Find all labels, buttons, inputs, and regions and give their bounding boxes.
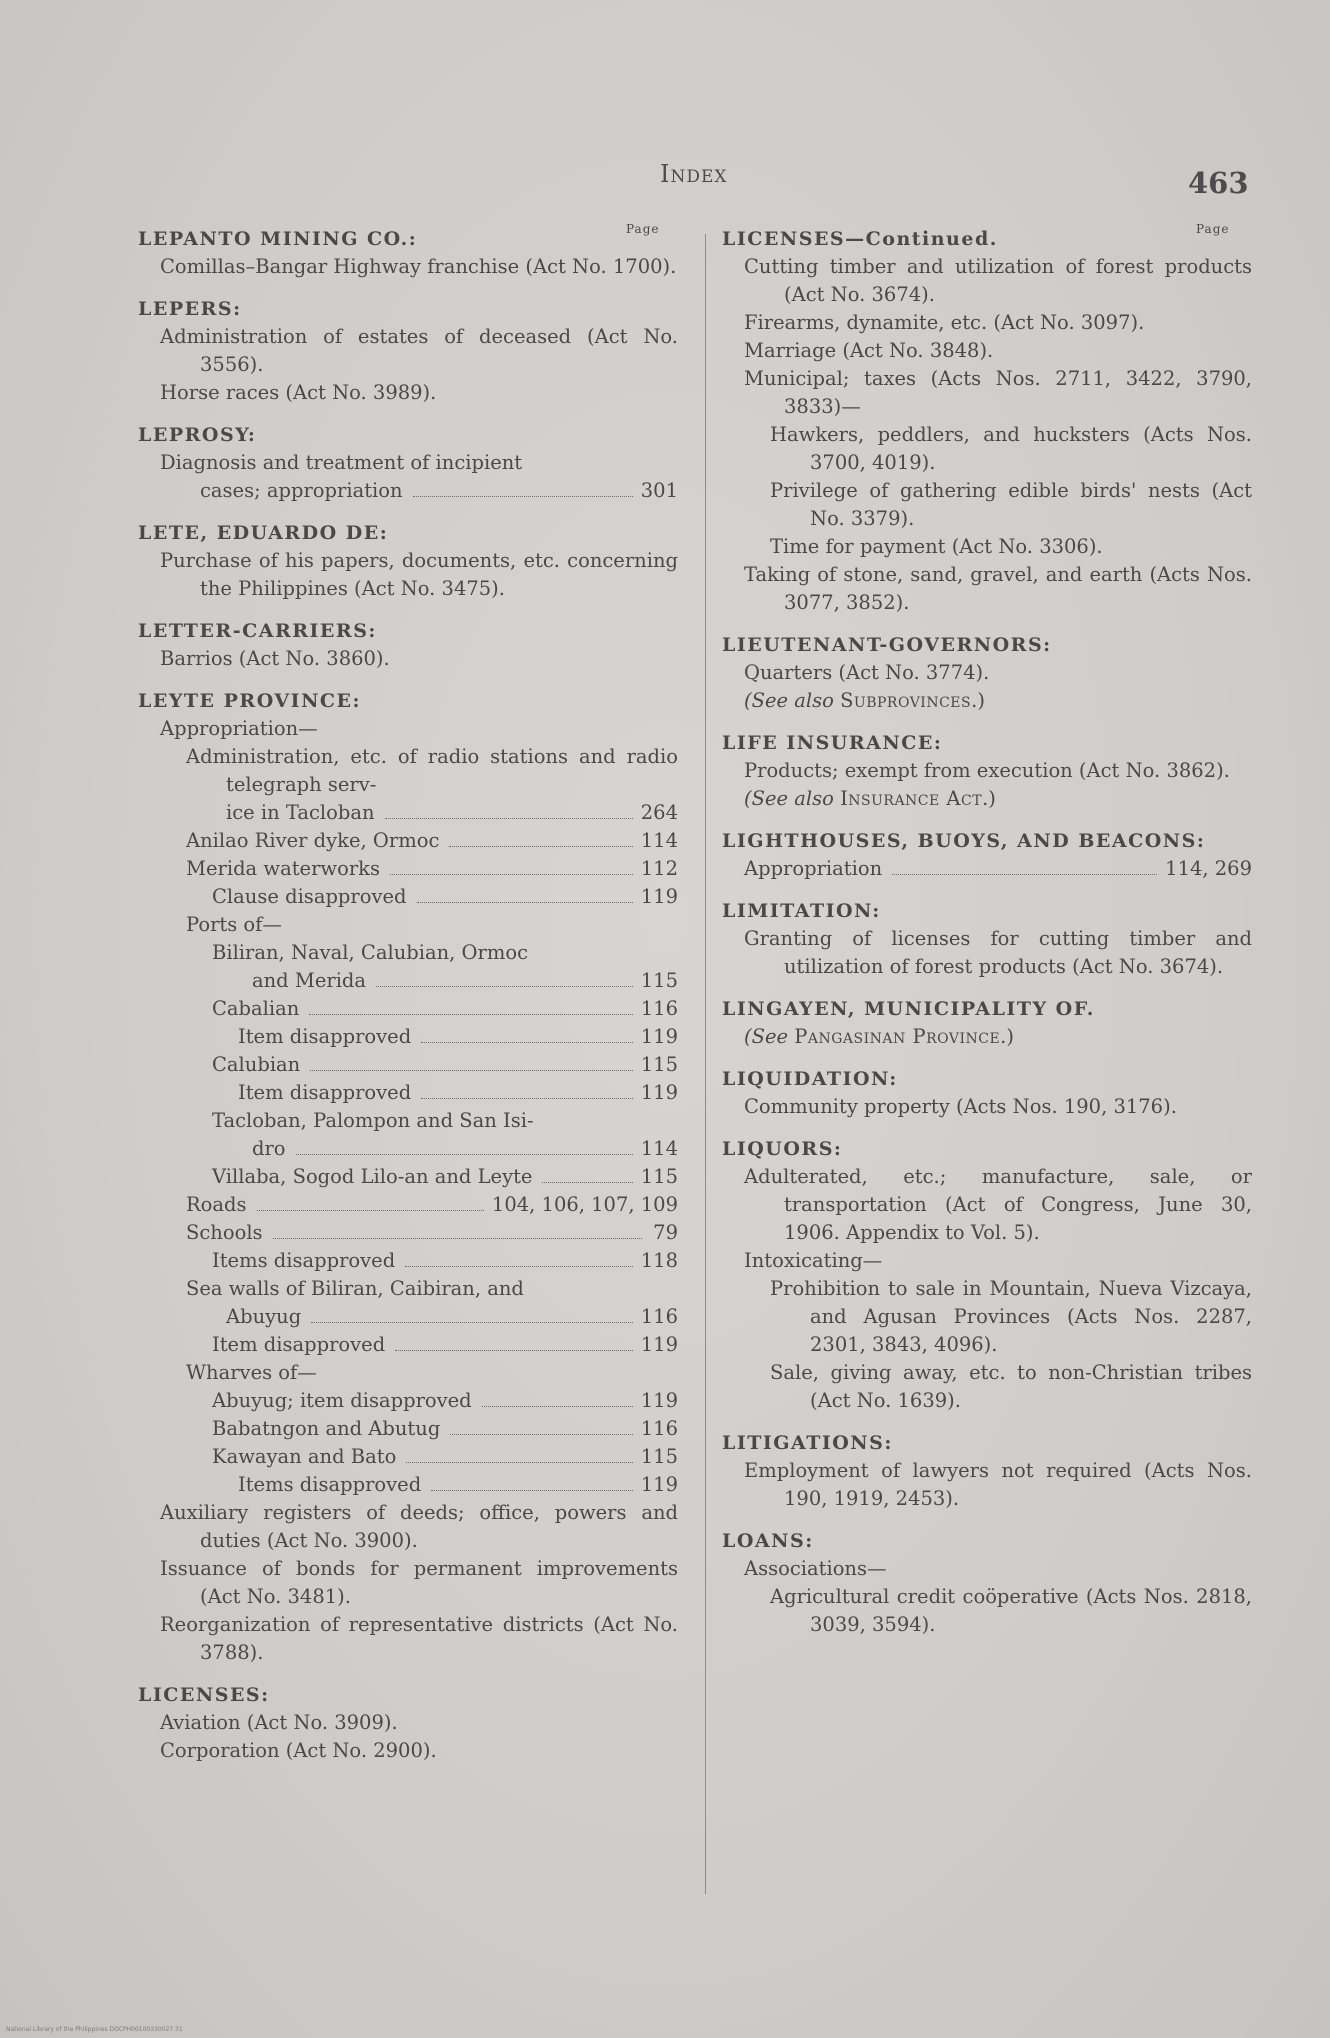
- page-reference: 119: [640, 1081, 678, 1104]
- subentry-label: Babatngon and Abutug: [212, 1417, 441, 1440]
- see-also-reference: [722, 1023, 1252, 1051]
- page-reference: 115: [640, 969, 678, 992]
- index-subentry: Administration of estates of deceased (Act No. 3556).: [160, 325, 678, 376]
- see-also-target: Subprovinces: [840, 689, 972, 712]
- dot-leader: [450, 1434, 632, 1435]
- index-entry: [722, 1136, 1252, 1415]
- index-entry: [722, 898, 1252, 981]
- index-subentry: [138, 1303, 678, 1331]
- entry-heading: LIGHTHOUSES, BUOYS, AND BEACONS:: [722, 830, 1206, 852]
- dot-leader: [273, 1238, 642, 1239]
- dot-leader: [395, 1350, 633, 1351]
- index-subentry: Hawkers, peddlers, and hucksters (Acts Nos. 3700, 4019).: [770, 423, 1252, 474]
- index-subentry: Associations—: [744, 1557, 887, 1580]
- page-reference: 119: [640, 1473, 678, 1496]
- see-also-suffix: .): [982, 787, 996, 810]
- dot-leader: [449, 846, 632, 847]
- entry-heading: LIEUTENANT-GOVERNORS:: [722, 634, 1052, 656]
- index-entry: [722, 226, 1252, 617]
- dot-leader: [405, 1266, 633, 1267]
- index-subentry: [138, 1079, 678, 1107]
- index-subentry: [138, 855, 678, 883]
- index-subentry: Agricultural credit coöperative (Acts Nos. 2818, 3039, 3594).: [770, 1585, 1252, 1636]
- dot-leader: [431, 1490, 633, 1491]
- index-entry: [722, 828, 1252, 883]
- entry-heading: LIQUIDATION:: [722, 1068, 898, 1090]
- column-divider: [705, 234, 706, 1894]
- entry-heading: LICENSES—Continued.: [722, 228, 998, 250]
- index-entry: [138, 520, 678, 603]
- page-number: 463: [1188, 166, 1249, 200]
- page-reference: 119: [640, 1389, 678, 1412]
- index-subentry: Appropriation—: [160, 717, 318, 740]
- see-also-prefix: (See also: [744, 689, 841, 712]
- right-column: [722, 222, 1252, 1654]
- index-entry: [722, 1430, 1252, 1513]
- page-reference: 104, 106, 107, 109: [491, 1193, 678, 1216]
- index-subentry: Barrios (Act No. 3860).: [160, 647, 390, 670]
- page-reference: 301: [640, 479, 678, 502]
- index-entry: [722, 730, 1252, 813]
- page-column-label: Page: [1196, 222, 1230, 236]
- index-subentry: Administration, etc. of radio stations and radio telegraph serv-: [186, 745, 678, 796]
- index-subentry: Issuance of bonds for permanent improvements (Act No. 3481).: [160, 1557, 678, 1608]
- page-reference: 115: [640, 1053, 678, 1076]
- entry-heading: LEPERS:: [138, 298, 242, 320]
- dot-leader: [482, 1406, 633, 1407]
- index-entry: [722, 1066, 1252, 1121]
- left-entries: [138, 226, 678, 1765]
- index-entry: [138, 422, 678, 505]
- index-subentry: [138, 1247, 678, 1275]
- subentry-label: Kawayan and Bato: [212, 1445, 397, 1468]
- dot-leader: [296, 1154, 633, 1155]
- subentry-label: cases; appropriation: [200, 479, 403, 502]
- index-subentry: Horse races (Act No. 3989).: [160, 381, 437, 404]
- subentry-label: Clause disapproved: [212, 885, 407, 908]
- index-subentry: Prohibition to sale in Mountain, Nueva Vizcaya, and Agusan Provinces (Acts Nos. 2287, 2301, 3843, 4096).: [770, 1277, 1252, 1356]
- dot-leader: [417, 902, 633, 903]
- index-subentry: [138, 1163, 678, 1191]
- page-reference: 112: [640, 857, 678, 880]
- dot-leader: [310, 1070, 633, 1071]
- scan-footer: National Library of the Philippines DOCPH00100330027 31: [6, 2026, 183, 2033]
- subentry-label: Appropriation: [744, 857, 883, 880]
- index-subentry: [722, 855, 1252, 883]
- index-subentry: [138, 827, 678, 855]
- dot-leader: [892, 874, 1157, 875]
- index-subentry: Employment of lawyers not required (Acts Nos. 190, 1919, 2453).: [744, 1459, 1252, 1510]
- index-entry: [722, 632, 1252, 715]
- subentry-label: Merida waterworks: [186, 857, 380, 880]
- page-reference: 264: [640, 801, 678, 824]
- page-reference: 116: [640, 1417, 678, 1440]
- index-entry: [138, 618, 678, 673]
- index-subentry: Biliran, Naval, Calubian, Ormoc: [212, 941, 529, 964]
- running-head: Index: [660, 160, 728, 188]
- index-entry: [722, 1528, 1252, 1639]
- see-also-target: Insurance Act: [840, 787, 983, 810]
- subentry-label: dro: [252, 1137, 286, 1160]
- entry-heading: LIQUORS:: [722, 1138, 843, 1160]
- index-subentry: Reorganization of representative districts (Act No. 3788).: [160, 1613, 678, 1664]
- subentry-label: Items disapproved: [212, 1249, 396, 1272]
- page-reference: 119: [640, 885, 678, 908]
- right-entries: [722, 226, 1252, 1639]
- index-subentry: Diagnosis and treatment of incipient: [160, 451, 523, 474]
- index-subentry: Intoxicating—: [744, 1249, 883, 1272]
- subentry-label: Anilao River dyke, Ormoc: [186, 829, 440, 852]
- entry-heading: LICENSES:: [138, 1684, 270, 1706]
- index-subentry: Corporation (Act No. 2900).: [160, 1739, 437, 1762]
- index-subentry: Privilege of gathering edible birds' nests (Act No. 3379).: [770, 479, 1252, 530]
- index-subentry: [138, 1191, 678, 1219]
- dot-leader: [542, 1182, 632, 1183]
- subentry-label: Villaba, Sogod Lilo-an and Leyte: [212, 1165, 533, 1188]
- entry-heading: LEPROSY:: [138, 424, 257, 446]
- subentry-label: Abuyug; item disapproved: [212, 1389, 472, 1412]
- index-subentry: Sea walls of Biliran, Caibiran, and: [186, 1277, 524, 1300]
- page-reference: 114: [640, 829, 678, 852]
- see-also-prefix: (See: [744, 1025, 795, 1048]
- see-also-reference: [722, 785, 1252, 813]
- dot-leader: [406, 1462, 632, 1463]
- index-subentry: Ports of—: [186, 913, 282, 936]
- dot-leader: [311, 1322, 633, 1323]
- index-subentry: [138, 477, 678, 505]
- index-subentry: [138, 967, 678, 995]
- index-subentry: [138, 1471, 678, 1499]
- dot-leader: [413, 496, 633, 497]
- see-also-prefix: (See also: [744, 787, 841, 810]
- dot-leader: [421, 1098, 633, 1099]
- see-also-suffix: .): [1000, 1025, 1014, 1048]
- subentry-label: Item disapproved: [212, 1333, 386, 1356]
- subentry-label: Schools: [186, 1221, 263, 1244]
- page-reference: 79: [653, 1221, 678, 1244]
- entry-heading: LINGAYEN, MUNICIPALITY OF.: [722, 998, 1095, 1020]
- index-subentry: Auxiliary registers of deeds; office, powers and duties (Act No. 3900).: [160, 1501, 678, 1552]
- index-subentry: Cutting timber and utilization of forest products (Act No. 3674).: [744, 255, 1252, 306]
- index-subentry: Time for payment (Act No. 3306).: [770, 535, 1103, 558]
- index-subentry: [138, 1443, 678, 1471]
- subentry-label: Items disapproved: [238, 1473, 422, 1496]
- index-subentry: Tacloban, Palompon and San Isi-: [212, 1109, 534, 1132]
- dot-leader: [421, 1042, 633, 1043]
- dot-leader: [257, 1210, 484, 1211]
- page-reference: 114, 269: [1165, 857, 1252, 880]
- index-subentry: Adulterated, etc.; manufacture, sale, or transportation (Act of Congress, June 30, 1906. Appendix to Vol. 5).: [744, 1165, 1252, 1244]
- subentry-label: Item disapproved: [238, 1081, 412, 1104]
- index-subentry: Purchase of his papers, documents, etc. concerning the Philippines (Act No. 3475).: [160, 549, 678, 600]
- index-subentry: Sale, giving away, etc. to non-Christian tribes (Act No. 1639).: [770, 1361, 1252, 1412]
- index-subentry: Comillas–Bangar Highway franchise (Act No. 1700).: [160, 255, 677, 278]
- entry-heading: LETE, EDUARDO DE:: [138, 522, 389, 544]
- subentry-label: Cabalian: [212, 997, 300, 1020]
- page-reference: 115: [640, 1445, 678, 1468]
- left-column: [138, 222, 678, 1780]
- entry-heading: LIFE INSURANCE:: [722, 732, 943, 754]
- page-reference: 119: [640, 1333, 678, 1356]
- entry-heading: LEYTE PROVINCE:: [138, 690, 362, 712]
- see-also-target: Pangasinan Province: [794, 1025, 1001, 1048]
- subentry-label: Abuyug: [226, 1305, 302, 1328]
- subentry-label: and Merida: [252, 969, 367, 992]
- page-reference: 118: [640, 1249, 678, 1272]
- page-reference: 116: [640, 1305, 678, 1328]
- index-entry: [722, 996, 1252, 1051]
- subentry-label: Roads: [186, 1193, 247, 1216]
- index-subentry: [138, 1051, 678, 1079]
- subentry-label: ice in Tacloban: [226, 801, 375, 824]
- subentry-label: Calubian: [212, 1053, 301, 1076]
- page-reference: 116: [640, 997, 678, 1020]
- index-subentry: [138, 799, 678, 827]
- index-subentry: Municipal; taxes (Acts Nos. 2711, 3422, 3790, 3833)—: [744, 367, 1252, 418]
- index-subentry: Firearms, dynamite, etc. (Act No. 3097).: [744, 311, 1145, 334]
- page-reference: 119: [640, 1025, 678, 1048]
- index-subentry: Aviation (Act No. 3909).: [160, 1711, 398, 1734]
- page-reference: 115: [640, 1165, 678, 1188]
- dot-leader: [309, 1014, 632, 1015]
- index-subentry: [138, 883, 678, 911]
- index-subentry: [138, 1135, 678, 1163]
- index-entry: [138, 296, 678, 407]
- index-subentry: Community property (Acts Nos. 190, 3176).: [744, 1095, 1177, 1118]
- dot-leader: [385, 818, 633, 819]
- index-subentry: [138, 995, 678, 1023]
- index-entry: [138, 1682, 678, 1765]
- dot-leader: [390, 874, 633, 875]
- dot-leader: [376, 986, 633, 987]
- entry-heading: LEPANTO MINING CO.:: [138, 228, 418, 250]
- index-subentry: Quarters (Act No. 3774).: [744, 661, 990, 684]
- index-subentry: Taking of stone, sand, gravel, and earth (Acts Nos. 3077, 3852).: [744, 563, 1252, 614]
- index-subentry: [138, 1331, 678, 1359]
- page-reference: 114: [640, 1137, 678, 1160]
- see-also-suffix: .): [971, 689, 985, 712]
- entry-heading: LITIGATIONS:: [722, 1432, 893, 1454]
- index-subentry: [138, 1023, 678, 1051]
- index-subentry: Granting of licenses for cutting timber and utilization of forest products (Act No. 3674).: [744, 927, 1252, 978]
- entry-heading: LOANS:: [722, 1530, 814, 1552]
- page-column-label: Page: [626, 222, 660, 236]
- entry-heading: LETTER-CARRIERS:: [138, 620, 377, 642]
- index-subentry: [138, 1219, 678, 1247]
- index-entry: [138, 688, 678, 1667]
- see-also-reference: [722, 687, 1252, 715]
- index-subentry: Wharves of—: [186, 1361, 317, 1384]
- index-subentry: [138, 1387, 678, 1415]
- entry-heading: LIMITATION:: [722, 900, 881, 922]
- index-subentry: Marriage (Act No. 3848).: [744, 339, 994, 362]
- subentry-label: Item disapproved: [238, 1025, 412, 1048]
- index-subentry: [138, 1415, 678, 1443]
- index-subentry: Products; exempt from execution (Act No. 3862).: [744, 759, 1230, 782]
- index-entry: [138, 226, 678, 281]
